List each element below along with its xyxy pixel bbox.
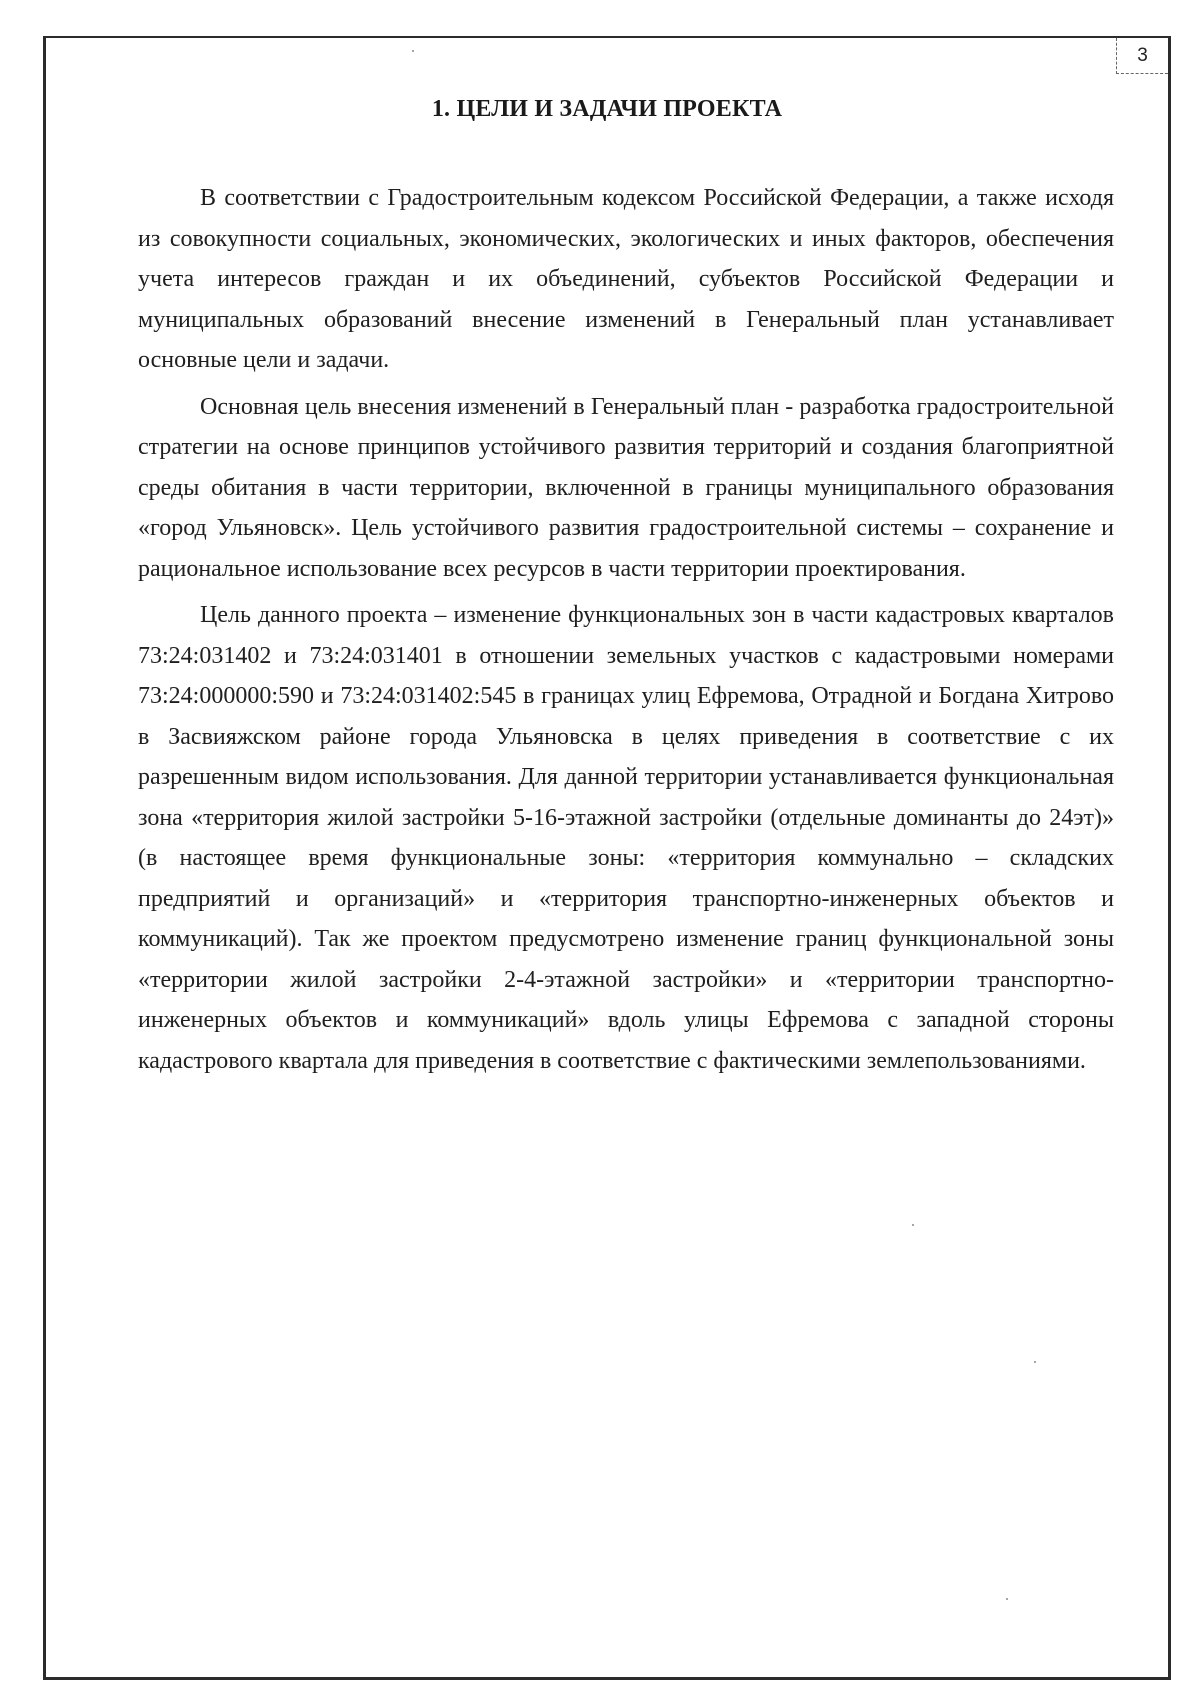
- scan-speck: [412, 50, 414, 52]
- scan-speck: [1034, 1361, 1036, 1363]
- scan-speck: [1006, 1598, 1008, 1600]
- paragraph-2: Основная цель внесения изменений в Генеральный план - разработка градостроительной стратегии на основе принципов устойчивого развития территорий и создания благоприятной среды обитания в части территории, включенной в границы муниципального образования «город Ульяновск». Цель устойчивого развития градостроительной системы – сохранение и рациональное использование всех ресурсов в части территории проектирования.: [138, 393, 1114, 582]
- page-frame: [43, 36, 1171, 1680]
- document-body: [138, 178, 1114, 1087]
- paragraph-3: Цель данного проекта – изменение функциональных зон в части кадастровых кварталов 73:24:031402 и 73:24:031401 в отношении земельных участков с кадастровыми номерами 73:24:000000:590 и 73:24:031402:545 в границах улиц Ефремова, Отрадной и Богдана Хитрово в Засвияжском районе города Ульяновска в целях приведения в соответствие с их разрешенным видом использования. Для данной территории устанавливается функциональная зона «территория жилой застройки 5-16-этажной застройки (отдельные доминанты до 24эт)» (в настоящее время функциональные зоны: «территория коммунально – складских предприятий и организаций» и «территория транспортно-инженерных объектов и коммуникаций). Так же проектом предусмотрено изменение границ функциональной зоны «территории жилой застройки 2-4-этажной застройки» и «территории транспортно-инженерных объектов и коммуникаций» вдоль улицы Ефремова с западной стороны кадастрового квартала для приведения в соответствие с фактическими землепользованиями.: [138, 602, 1114, 1074]
- page-number: 3: [1116, 38, 1168, 74]
- scan-speck: [912, 1224, 914, 1226]
- paragraph-1: В соответствии с Градостроительным кодексом Российской Федерации, а также исходя из совокупности социальных, экономических, экологических и иных факторов, обеспечения учета интересов граждан и их объединений, субъектов Российской Федерации и муниципальных образований внесение изменений в Генеральный план устанавливает основные цели и задачи.: [138, 185, 1114, 373]
- section-heading: 1. ЦЕЛИ И ЗАДАЧИ ПРОЕКТА: [431, 96, 783, 122]
